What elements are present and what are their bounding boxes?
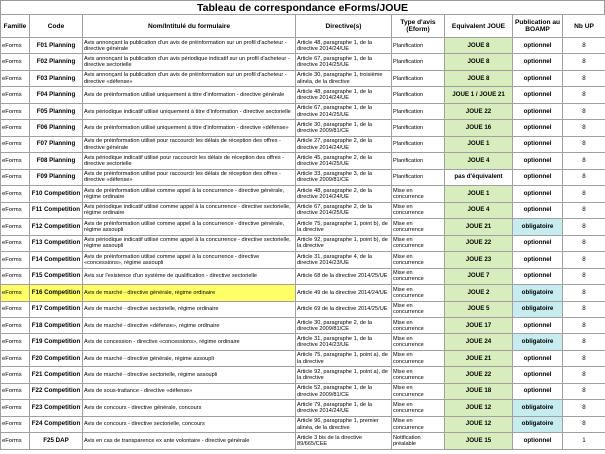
table-row (1, 87, 605, 103)
table-row (1, 433, 605, 449)
cell-famille: eForms (1, 317, 30, 333)
cell-code: F06 Planning (30, 120, 83, 136)
cell-joue: JOUE 4 (445, 153, 513, 169)
header-code: Code (30, 15, 83, 38)
cell-publication: obligatoire (513, 285, 563, 301)
cell-famille: eForms (1, 367, 30, 383)
cell-nb-up: 8 (563, 87, 605, 103)
table-row (1, 54, 605, 70)
table-row (1, 219, 605, 235)
cell-nom: Avis en cas de transparence ex ante volontaire - directive générale (83, 433, 296, 449)
cell-type: Mise en concurrence (392, 367, 445, 383)
cell-directive: Article 33, paragraphe 3, de la directive 2009/81/CE (296, 169, 392, 185)
header-row (1, 15, 605, 38)
table-row (1, 383, 605, 399)
cell-type: Mise en concurrence (392, 301, 445, 317)
cell-nb-up: 8 (563, 70, 605, 86)
table-row (1, 350, 605, 366)
cell-type: Planification (392, 136, 445, 152)
table-row (1, 317, 605, 333)
cell-joue: JOUE 7 (445, 268, 513, 284)
cell-code: F25 DAP (30, 433, 83, 449)
cell-joue: JOUE 15 (445, 433, 513, 449)
cell-nom: Avis périodique indicatif utilisé comme appel à la concurrence - directive sectorielle, régime assoupli (83, 235, 296, 251)
cell-nb-up: 8 (563, 54, 605, 70)
cell-directive: Article 67, paragraphe 1, de la directive 2014/25/UE (296, 103, 392, 119)
cell-joue: JOUE 18 (445, 383, 513, 399)
cell-nom: Avis de préinformation utilisé comme appel à la concurrence - directive générale, régime assoupli (83, 219, 296, 235)
cell-code: F17 Competition (30, 301, 83, 317)
cell-joue: JOUE 1 (445, 136, 513, 152)
cell-famille: eForms (1, 301, 30, 317)
cell-famille: eForms (1, 169, 30, 185)
table-row (1, 38, 605, 54)
cell-type: Planification (392, 169, 445, 185)
header-joue: Equivalent JOUE (445, 15, 513, 38)
cell-directive: Article 96, paragraphe 1, premier alinéa, de la directive (296, 416, 392, 432)
cell-nom: Avis de préinformation utilisé uniquement à titre d'information - directive «défense» (83, 120, 296, 136)
cell-directive: Article 52, paragraphe 1, de la directive 2009/81/CE (296, 383, 392, 399)
cell-nom: Avis de concours - directive sectorielle, concours (83, 416, 296, 432)
header-publication: Publication au BOAMP (513, 15, 563, 38)
cell-nom: Avis de préinformation utilisé comme appel à la concurrence - directive «concessions», régime assoupli (83, 252, 296, 268)
cell-joue: JOUE 23 (445, 252, 513, 268)
cell-famille: eForms (1, 103, 30, 119)
cell-directive: Article 48, paragraphe 1, de la directive 2014/24/UE (296, 38, 392, 54)
cell-famille: eForms (1, 252, 30, 268)
cell-directive: Article 92, paragraphe 1, point b), de la directive (296, 235, 392, 251)
cell-publication: optionnel (513, 136, 563, 152)
cell-joue: JOUE 1 (445, 186, 513, 202)
cell-publication: optionnel (513, 70, 563, 86)
cell-nom: Avis périodique indicatif utilisé pour raccourcir les délais de réception des offres - directive sectorielle (83, 153, 296, 169)
cell-type: Mise en concurrence (392, 400, 445, 416)
cell-directive: Article 31, paragraphe 4, de la directive 2014/23/UE (296, 252, 392, 268)
cell-nb-up: 8 (563, 136, 605, 152)
cell-nom: Avis de préinformation utilisé comme appel à la concurrence - directive générale, régime ordinaire (83, 186, 296, 202)
cell-nom: Avis de concession - directive «concessions», régime ordinaire (83, 334, 296, 350)
cell-nom: Avis de préinformation utilisé pour raccourcir les délais de réception des offres - directive «défense» (83, 169, 296, 185)
cell-code: F14 Competition (30, 252, 83, 268)
cell-code: F04 Planning (30, 87, 83, 103)
cell-joue: JOUE 24 (445, 334, 513, 350)
cell-joue: JOUE 4 (445, 202, 513, 218)
cell-type: Mise en concurrence (392, 317, 445, 333)
cell-nom: Avis de marché - directive générale, régime assoupli (83, 350, 296, 366)
cell-nom: Avis périodique indicatif utilisé comme appel à la concurrence - directive sectorielle, régime ordinaire (83, 202, 296, 218)
cell-directive: Article 30, paragraphe 1, de la directive 2009/81/CE (296, 120, 392, 136)
cell-nom: Avis de marché - directive sectorielle, régime ordinaire (83, 301, 296, 317)
cell-nom: Avis de concours - directive générale, concours (83, 400, 296, 416)
cell-nb-up: 8 (563, 301, 605, 317)
cell-type: Planification (392, 54, 445, 70)
cell-nb-up: 8 (563, 103, 605, 119)
cell-publication: optionnel (513, 38, 563, 54)
cell-nb-up: 8 (563, 268, 605, 284)
header-famille: Famille (1, 15, 30, 38)
cell-nom: Avis de préinformation utilisé uniquement à titre d'information - directive générale (83, 87, 296, 103)
cell-directive: Article 68 de la directive 2014/25/UE (296, 268, 392, 284)
cell-type: Mise en concurrence (392, 285, 445, 301)
cell-nb-up: 8 (563, 169, 605, 185)
cell-directive: Article 45, paragraphe 2, de la directive 2014/25/UE (296, 153, 392, 169)
table-row (1, 103, 605, 119)
cell-joue: JOUE 12 (445, 416, 513, 432)
cell-directive: Article 92, paragraphe 1, point a), de la directive (296, 367, 392, 383)
cell-famille: eForms (1, 350, 30, 366)
cell-directive: Article 48, paragraphe 2, de la directive 2014/24/UE (296, 186, 392, 202)
cell-code: F07 Planning (30, 136, 83, 152)
cell-nb-up: 8 (563, 202, 605, 218)
cell-type: Mise en concurrence (392, 416, 445, 432)
cell-joue: JOUE 2 (445, 285, 513, 301)
cell-joue: JOUE 1 / JOUE 21 (445, 87, 513, 103)
cell-code: F01 Planning (30, 38, 83, 54)
cell-directive: Article 69 de la directive 2014/25/UE (296, 301, 392, 317)
correspondence-table (0, 14, 605, 450)
cell-nb-up: 8 (563, 334, 605, 350)
cell-nom: Avis annonçant la publication d'un avis périodique indicatif sur un profil d'acheteur - directive sectorielle (83, 54, 296, 70)
cell-famille: eForms (1, 433, 30, 449)
cell-directive: Article 30, paragraphe 2, de la directive 2009/81/CE (296, 317, 392, 333)
cell-publication: optionnel (513, 317, 563, 333)
table-row (1, 186, 605, 202)
cell-famille: eForms (1, 383, 30, 399)
cell-type: Planification (392, 87, 445, 103)
cell-famille: eForms (1, 153, 30, 169)
cell-joue: JOUE 22 (445, 235, 513, 251)
cell-joue: JOUE 16 (445, 120, 513, 136)
cell-nb-up: 8 (563, 153, 605, 169)
cell-directive: Article 67, paragraphe 1, de la directive 2014/25/UE (296, 54, 392, 70)
cell-code: F09 Planning (30, 169, 83, 185)
cell-code: F11 Competition (30, 202, 83, 218)
header-nb-up: Nb UP (563, 15, 605, 38)
cell-code: F02 Planning (30, 54, 83, 70)
cell-code: F22 Competition (30, 383, 83, 399)
cell-type: Planification (392, 153, 445, 169)
table-row (1, 301, 605, 317)
cell-code: F16 Competition (30, 285, 83, 301)
cell-famille: eForms (1, 202, 30, 218)
cell-directive: Article 30, paragraphe 1, troisième alinéa, de la directive (296, 70, 392, 86)
cell-publication: optionnel (513, 268, 563, 284)
cell-nb-up: 8 (563, 400, 605, 416)
cell-famille: eForms (1, 285, 30, 301)
cell-joue: JOUE 22 (445, 367, 513, 383)
table-row (1, 136, 605, 152)
cell-nb-up: 8 (563, 416, 605, 432)
cell-publication: obligatoire (513, 301, 563, 317)
cell-nom: Avis de marché - directive «défense», régime ordinaire (83, 317, 296, 333)
cell-publication: optionnel (513, 153, 563, 169)
cell-directive: Article 31, paragraphe 1, de la directive 2014/23/UE (296, 334, 392, 350)
cell-joue: pas d'équivalent (445, 169, 513, 185)
cell-famille: eForms (1, 268, 30, 284)
cell-code: F10 Competition (30, 186, 83, 202)
cell-nb-up: 8 (563, 186, 605, 202)
cell-code: F05 Planning (30, 103, 83, 119)
cell-directive: Article 3 bis de la directive 89/665/CEE (296, 433, 392, 449)
cell-directive: Article 27, paragraphe 2, de la directive 2014/24/UE (296, 136, 392, 152)
cell-famille: eForms (1, 38, 30, 54)
cell-nb-up: 8 (563, 120, 605, 136)
cell-nom: Avis de préinformation utilisé pour raccourcir les délais de réception des offres - directive générale (83, 136, 296, 152)
table-row (1, 334, 605, 350)
cell-publication: obligatoire (513, 334, 563, 350)
cell-type: Mise en concurrence (392, 268, 445, 284)
cell-nb-up: 8 (563, 350, 605, 366)
cell-type: Mise en concurrence (392, 219, 445, 235)
cell-publication: optionnel (513, 235, 563, 251)
cell-directive: Article 48, paragraphe 1, de la directive 2014/24/UE (296, 87, 392, 103)
cell-type: Mise en concurrence (392, 334, 445, 350)
cell-joue: JOUE 21 (445, 219, 513, 235)
cell-type: Mise en concurrence (392, 186, 445, 202)
cell-publication: optionnel (513, 87, 563, 103)
cell-code: F03 Planning (30, 70, 83, 86)
table-row (1, 202, 605, 218)
cell-type: Mise en concurrence (392, 383, 445, 399)
cell-joue: JOUE 21 (445, 350, 513, 366)
table-row (1, 268, 605, 284)
cell-famille: eForms (1, 87, 30, 103)
cell-type: Planification (392, 120, 445, 136)
cell-nom: Avis de marché - directive générale, régime ordinaire (83, 285, 296, 301)
cell-publication: optionnel (513, 350, 563, 366)
cell-type: Mise en concurrence (392, 252, 445, 268)
cell-famille: eForms (1, 334, 30, 350)
cell-publication: optionnel (513, 202, 563, 218)
cell-nb-up: 8 (563, 235, 605, 251)
table-row (1, 235, 605, 251)
cell-joue: JOUE 8 (445, 54, 513, 70)
table-row (1, 169, 605, 185)
table-row (1, 367, 605, 383)
cell-type: Mise en concurrence (392, 235, 445, 251)
cell-code: F08 Planning (30, 153, 83, 169)
cell-directive: Article 75, paragraphe 1, point a), de la directive (296, 350, 392, 366)
page-title: Tableau de correspondance eForms/JOUE (0, 0, 605, 14)
table-row (1, 252, 605, 268)
cell-publication: optionnel (513, 433, 563, 449)
table-row (1, 416, 605, 432)
cell-joue: JOUE 22 (445, 103, 513, 119)
cell-famille: eForms (1, 400, 30, 416)
table-row (1, 285, 605, 301)
table-row (1, 400, 605, 416)
cell-type: Mise en concurrence (392, 350, 445, 366)
cell-directive: Article 79, paragraphe 1, de la directive 2014/24/UE (296, 400, 392, 416)
cell-famille: eForms (1, 186, 30, 202)
cell-nb-up: 8 (563, 317, 605, 333)
cell-famille: eForms (1, 54, 30, 70)
cell-nom: Avis de sous-traitance - directive «défense» (83, 383, 296, 399)
cell-publication: optionnel (513, 367, 563, 383)
cell-code: F23 Competition (30, 400, 83, 416)
cell-nb-up: 8 (563, 367, 605, 383)
cell-code: F15 Competition (30, 268, 83, 284)
cell-publication: optionnel (513, 383, 563, 399)
cell-joue: JOUE 12 (445, 400, 513, 416)
cell-publication: optionnel (513, 169, 563, 185)
cell-publication: optionnel (513, 54, 563, 70)
cell-nb-up: 8 (563, 219, 605, 235)
table-row (1, 120, 605, 136)
header-directive: Directive(s) (296, 15, 392, 38)
header-nom: Nom/Intitulé du formulaire (83, 15, 296, 38)
table-row (1, 153, 605, 169)
cell-nb-up: 8 (563, 285, 605, 301)
header-type: Type d'avis (Eform) (392, 15, 445, 38)
cell-nom: Avis sur l'existence d'un système de qualification - directive sectorielle (83, 268, 296, 284)
cell-code: F21 Competition (30, 367, 83, 383)
cell-nb-up: 8 (563, 252, 605, 268)
cell-joue: JOUE 5 (445, 301, 513, 317)
cell-publication: optionnel (513, 120, 563, 136)
cell-nb-up: 8 (563, 38, 605, 54)
cell-type: Planification (392, 38, 445, 54)
cell-code: F19 Competition (30, 334, 83, 350)
cell-famille: eForms (1, 136, 30, 152)
cell-publication: optionnel (513, 252, 563, 268)
cell-type: Planification (392, 103, 445, 119)
cell-directive: Article 75, paragraphe 1, point b), de la directive (296, 219, 392, 235)
cell-joue: JOUE 17 (445, 317, 513, 333)
cell-directive: Article 49 de la directive 2014/24/UE (296, 285, 392, 301)
cell-famille: eForms (1, 416, 30, 432)
cell-code: F12 Competition (30, 219, 83, 235)
cell-famille: eForms (1, 70, 30, 86)
cell-code: F24 Competition (30, 416, 83, 432)
cell-type: Notification préalable (392, 433, 445, 449)
cell-joue: JOUE 8 (445, 38, 513, 54)
cell-type: Planification (392, 70, 445, 86)
cell-nom: Avis de marché - directive sectorielle, régime assoupli (83, 367, 296, 383)
cell-type: Mise en concurrence (392, 202, 445, 218)
cell-directive: Article 67, paragraphe 2, de la directive 2014/25/UE (296, 202, 392, 218)
cell-famille: eForms (1, 120, 30, 136)
cell-publication: obligatoire (513, 219, 563, 235)
cell-publication: optionnel (513, 103, 563, 119)
cell-famille: eForms (1, 235, 30, 251)
cell-code: F13 Competition (30, 235, 83, 251)
cell-publication: optionnel (513, 186, 563, 202)
cell-code: F18 Competition (30, 317, 83, 333)
cell-nom: Avis annonçant la publication d'un avis de préinformation sur un profil d'acheteur - directive générale (83, 38, 296, 54)
cell-nb-up: 8 (563, 383, 605, 399)
cell-publication: obligatoire (513, 416, 563, 432)
cell-nb-up: 1 (563, 433, 605, 449)
cell-nom: Avis périodique indicatif utilisé uniquement à titre d'information - directive sectorielle (83, 103, 296, 119)
cell-famille: eForms (1, 219, 30, 235)
cell-nom: Avis annonçant la publication d'un avis de préinformation sur un profil d'acheteur - directive «défense» (83, 70, 296, 86)
cell-joue: JOUE 8 (445, 70, 513, 86)
cell-code: F20 Competition (30, 350, 83, 366)
cell-publication: obligatoire (513, 400, 563, 416)
table-row (1, 70, 605, 86)
